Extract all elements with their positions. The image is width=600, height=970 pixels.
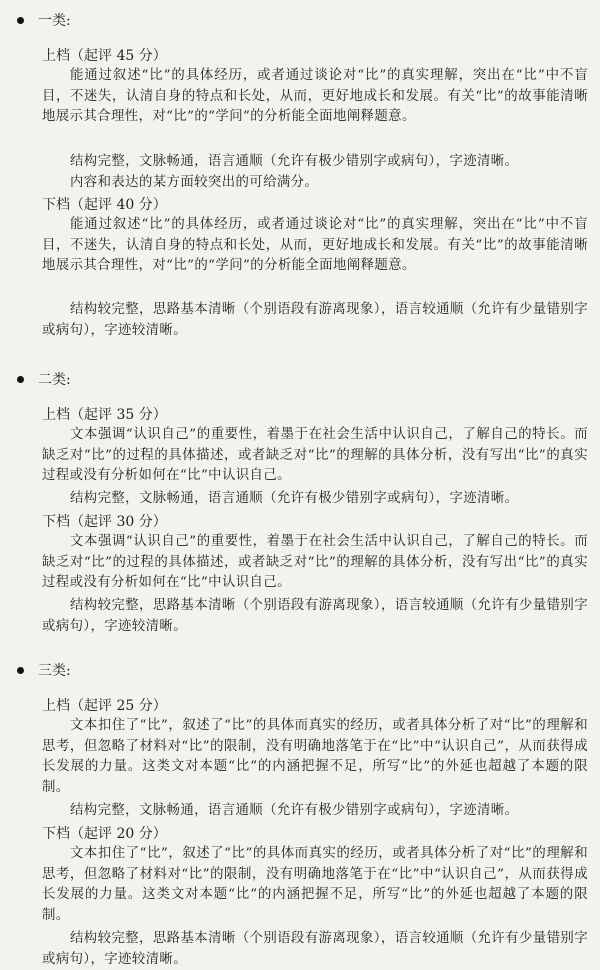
bullet-icon xyxy=(17,667,24,674)
tier-title: 下档（起评 30 分） xyxy=(42,514,167,530)
tier-description: 能通过叙述“比”的具体经历，或者通过谈论对“比”的真实理解，突出在“比”中不盲目，不迷失，认清自身的特点和长处，从而，更好地成长和发展。有关“比”的故事能清晰地展示其合理性，对“比”的“学问”的分析能全面地阐释题意。 xyxy=(42,217,588,273)
tier-title: 上档（起评 25 分） xyxy=(42,698,167,714)
structure-criteria: 结构较完整，思路基本清晰（个别语段有游离现象），语言较通顺（允许有少量错别字或病句），字迹较清晰。 xyxy=(42,598,588,634)
section-title: 一类: xyxy=(38,13,71,29)
bullet-icon xyxy=(17,376,24,383)
bullet-icon xyxy=(17,17,24,24)
tier-description: 文本扣住了“比”，叙述了“比”的具体而真实的经历，或者具体分析了对“比”的理解和思考，但忽略了材料对“比”的限制，没有明确地落笔于在“比”中“认识自己”，从而获得成长发展的力量。这类文对本题“比”的内涵把握不足，所写“比”的外延也超越了本题的限制。 xyxy=(42,846,588,923)
tier-description: 文本强调“认识自己”的重要性，着墨于在社会生活中认识自己，了解自己的特长。而缺乏对“比”的过程的具体描述，或者缺乏对“比”的理解的具体分析，没有写出“比”的真实过程或没有分析如何在“比”中认识自己。 xyxy=(42,427,588,483)
tier-title: 下档（起评 20 分） xyxy=(42,826,167,842)
tier-description: 文本强调“认识自己”的重要性，着墨于在社会生活中认识自己，了解自己的特长。而缺乏对“比”的过程的具体描述，或者缺乏对“比”的理解的具体分析，没有写出“比”的真实过程或没有分析如何在“比”中认识自己。 xyxy=(42,534,588,590)
section-heading xyxy=(17,660,71,680)
structure-criteria: 结构完整，文脉畅通，语言通顺（允许有极少错别字或病句），字迹清晰。 xyxy=(70,803,519,818)
tier-title: 上档（起评 45 分） xyxy=(42,48,167,64)
tier-description: 能通过叙述“比”的具体经历，或者通过谈论对“比”的真实理解，突出在“比”中不盲目，不迷失，认清自身的特点和长处，从而，更好地成长和发展。有关“比”的故事能清晰地展示其合理性，对“比”的“学问”的分析能全面地阐释题意。 xyxy=(42,68,588,124)
structure-criteria: 结构较完整，思路基本清晰（个别语段有游离现象），语言较通顺（允许有少量错别字或病句），字迹较清晰。 xyxy=(42,931,588,967)
section-heading xyxy=(17,10,71,30)
structure-criteria: 结构完整，文脉畅通，语言通顺（允许有极少错别字或病句），字迹清晰。 xyxy=(70,491,519,506)
tier-title: 下档（起评 40 分） xyxy=(42,197,167,213)
section-title: 二类: xyxy=(38,372,71,388)
section-title: 三类: xyxy=(38,663,71,679)
structure-criteria: 结构完整，文脉畅通，语言通顺（允许有极少错别字或病句），字迹清晰。 xyxy=(70,154,519,169)
structure-criteria: 结构较完整，思路基本清晰（个别语段有游离现象），语言较通顺（允许有少量错别字或病句），字迹较清晰。 xyxy=(42,302,588,338)
full-score-note: 内容和表达的某方面较突出的可给满分。 xyxy=(70,175,319,190)
tier-description: 文本扣住了“比”，叙述了“比”的具体而真实的经历，或者具体分析了对“比”的理解和思考，但忽略了材料对“比”的限制，没有明确地落笔于在“比”中“认识自己”，从而获得成长发展的力量。这类文对本题“比”的内涵把握不足，所写“比”的外延也超越了本题的限制。 xyxy=(42,718,588,795)
tier-title: 上档（起评 35 分） xyxy=(42,407,167,423)
section-heading xyxy=(17,369,71,389)
